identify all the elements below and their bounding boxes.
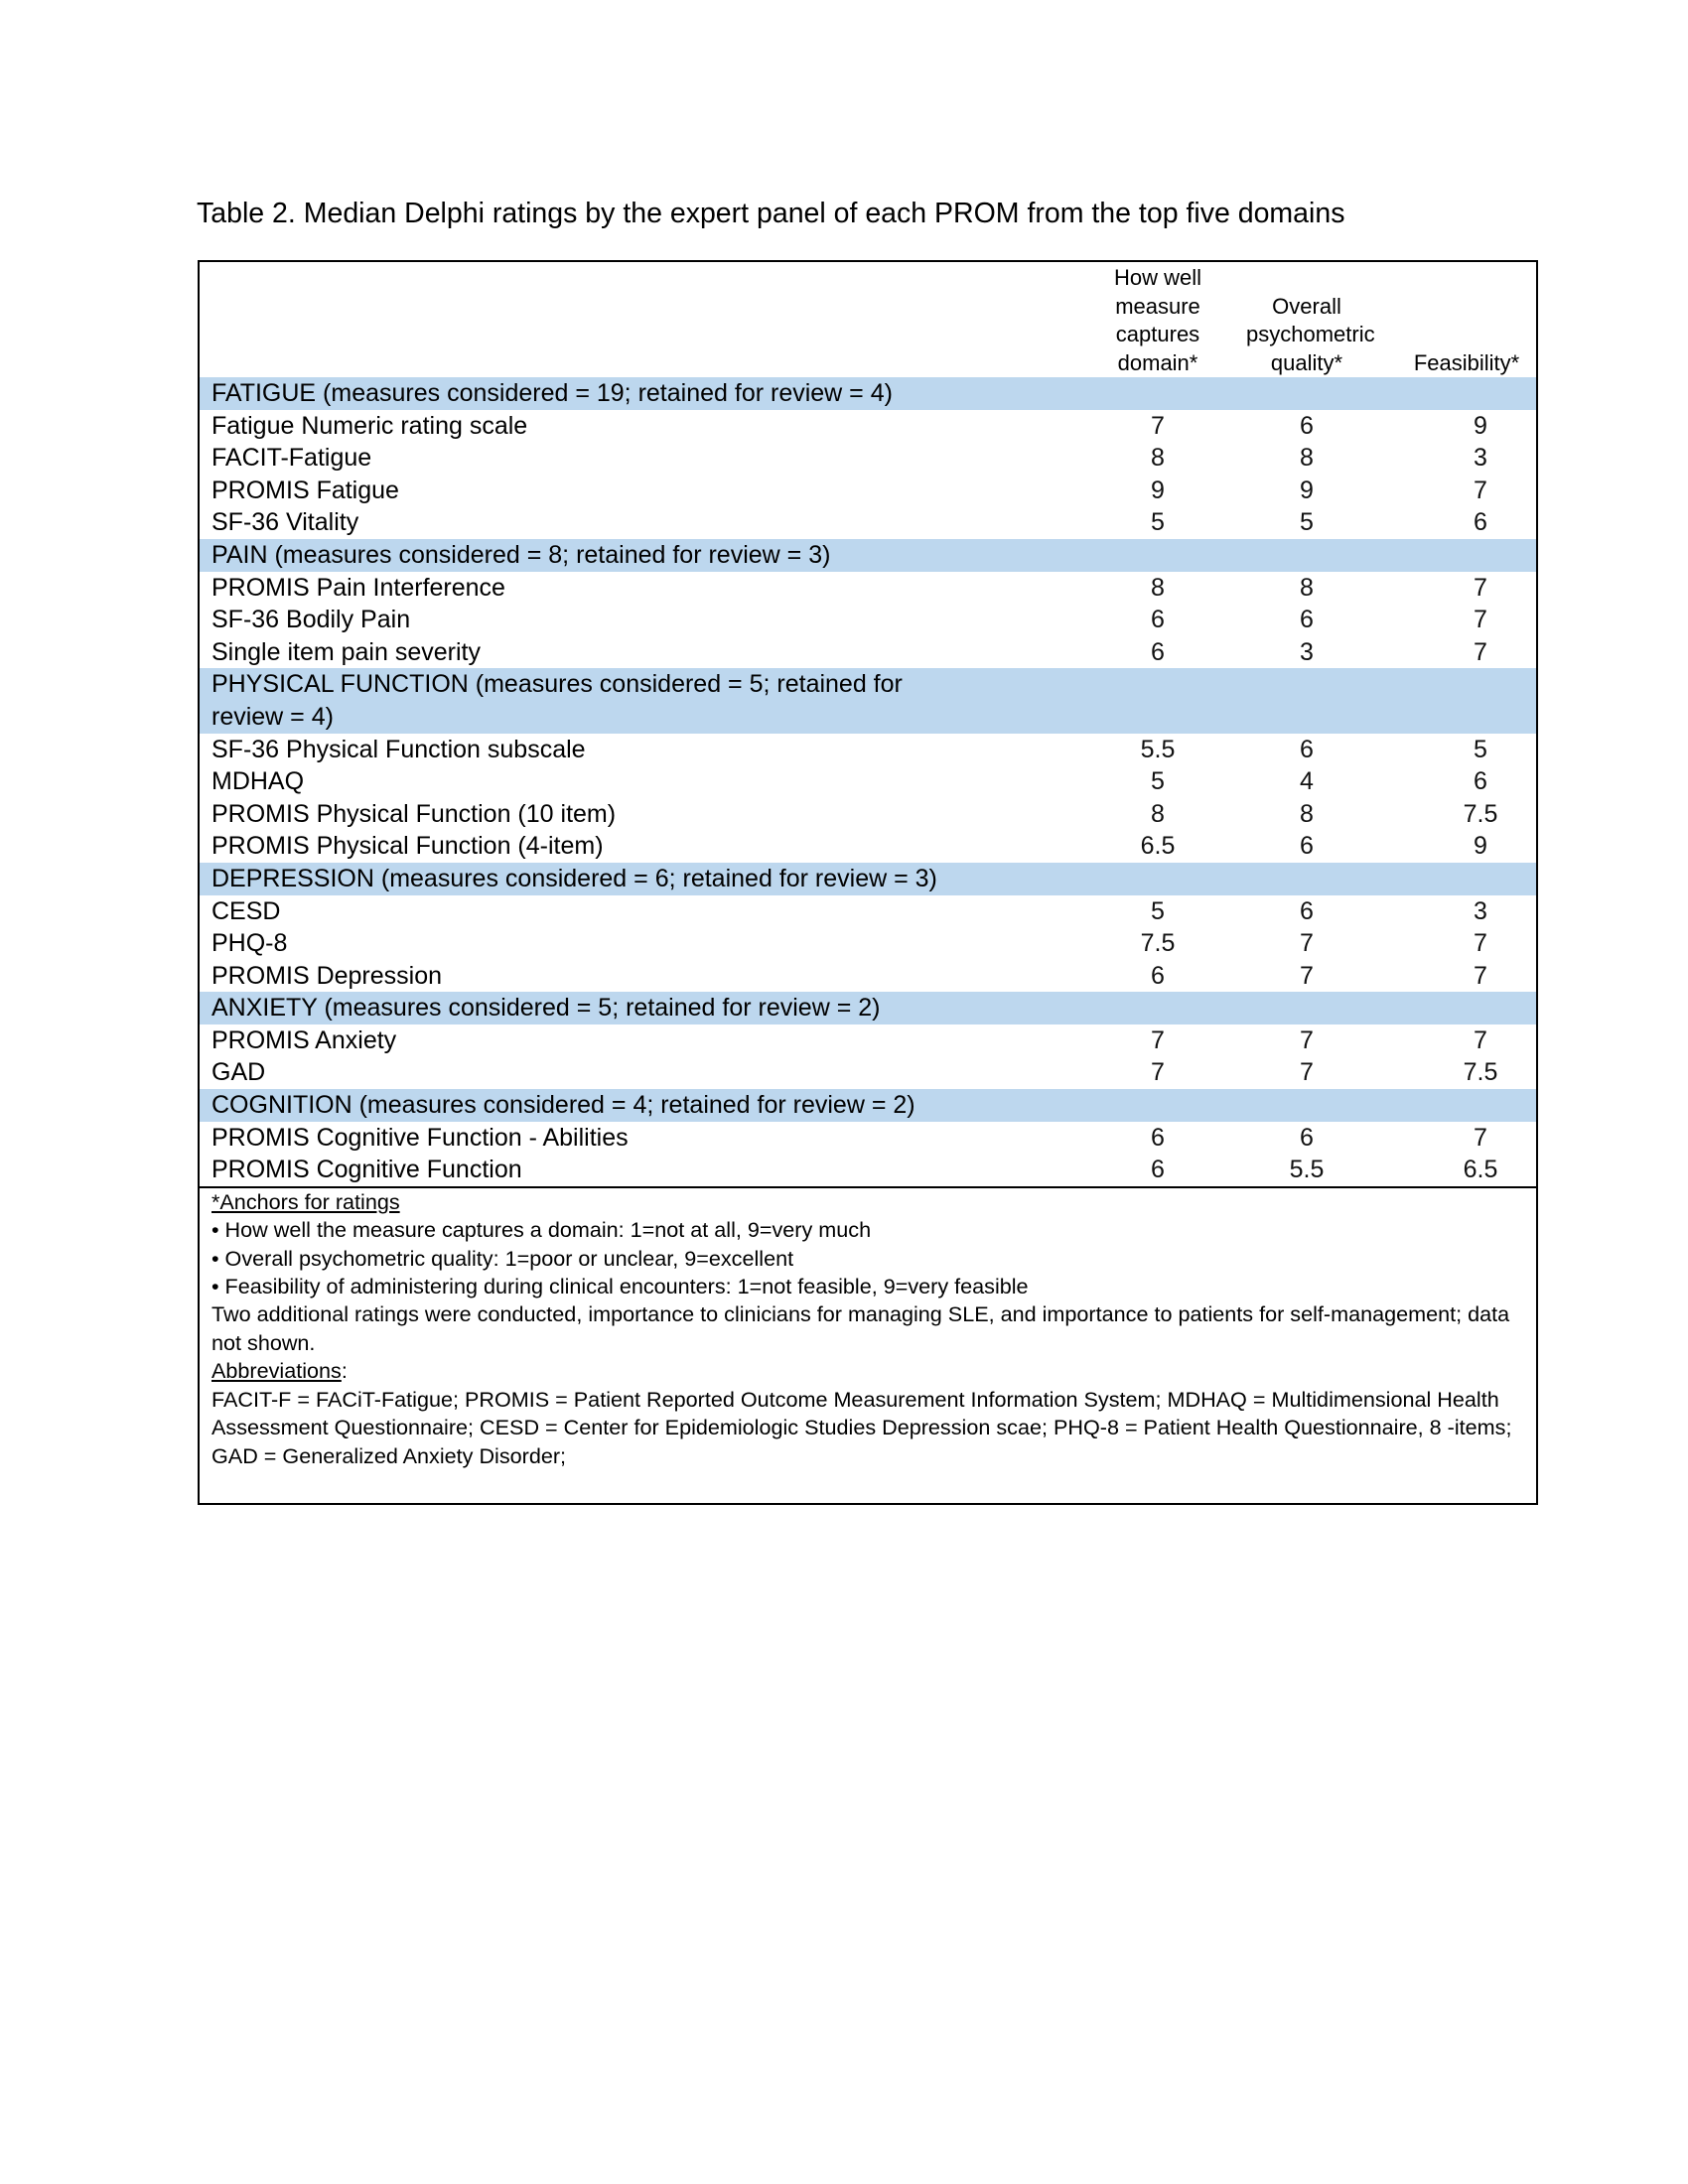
measure-name: PROMIS Fatigue — [211, 476, 399, 504]
section-label: DEPRESSION (measures considered = 6; retained for review = 3) — [211, 864, 937, 892]
captures-domain-rating: 8 — [1151, 444, 1165, 473]
psychometric-quality-rating: 8 — [1300, 799, 1314, 828]
feasibility-rating: 6.5 — [1463, 1156, 1498, 1184]
table-row — [200, 475, 1536, 507]
feasibility-rating: 7 — [1474, 476, 1487, 504]
psychometric-quality-rating: 6 — [1300, 411, 1314, 440]
section-label: PAIN (measures considered = 8; retained for review = 3) — [211, 540, 831, 569]
psychometric-quality-rating: 3 — [1300, 637, 1314, 666]
feasibility-rating: 7.5 — [1463, 799, 1498, 828]
table-header-row — [200, 262, 1536, 377]
feasibility-rating: 7 — [1474, 637, 1487, 666]
feasibility-rating: 6 — [1474, 767, 1487, 796]
captures-domain-rating: 6 — [1151, 1156, 1165, 1184]
table-row — [200, 604, 1536, 636]
captures-domain-rating: 5.5 — [1140, 735, 1176, 763]
measure-name: Fatigue Numeric rating scale — [211, 411, 528, 440]
measure-name: MDHAQ — [211, 767, 305, 796]
section-header — [200, 992, 1536, 1024]
captures-domain-rating: 5 — [1151, 767, 1165, 796]
psychometric-quality-rating: 8 — [1300, 444, 1314, 473]
captures-domain-rating: 6 — [1151, 1123, 1165, 1152]
captures-domain-rating: 9 — [1151, 476, 1165, 504]
feasibility-rating: 6 — [1474, 508, 1487, 537]
table-row — [200, 410, 1536, 443]
section-header — [200, 1089, 1536, 1122]
feasibility-rating: 7 — [1474, 929, 1487, 958]
psychometric-quality-rating: 9 — [1300, 476, 1314, 504]
captures-domain-rating: 6 — [1151, 961, 1165, 990]
psychometric-quality-rating: 4 — [1300, 767, 1314, 796]
table-body — [200, 377, 1536, 1186]
additional-ratings-note: Two additional ratings were conducted, importance to clinicians for managing SLE, and importance to patients for self-management; data not shown. — [211, 1301, 1510, 1355]
table-row — [200, 1056, 1536, 1089]
table-row — [200, 1122, 1536, 1155]
measure-name: SF-36 Bodily Pain — [211, 606, 411, 634]
table-row — [200, 1154, 1536, 1186]
header-captures-domain: How well measure captures domain* — [1113, 265, 1202, 375]
captures-domain-rating: 6 — [1151, 606, 1165, 634]
section-label: COGNITION (measures considered = 4; retained for review = 2) — [211, 1091, 915, 1120]
measure-name: CESD — [211, 896, 281, 925]
psychometric-quality-rating: 7 — [1300, 1025, 1314, 1054]
anchor-captures: • How well the measure captures a domain: 1=not at all, 9=very much — [211, 1217, 872, 1243]
section-header — [200, 863, 1536, 895]
measure-name: PROMIS Depression — [211, 961, 443, 990]
measure-name: SF-36 Physical Function subscale — [211, 735, 586, 763]
feasibility-rating: 7 — [1474, 1025, 1487, 1054]
captures-domain-rating: 7.5 — [1140, 929, 1176, 958]
measure-name: PROMIS Pain Interference — [211, 573, 505, 602]
psychometric-quality-rating: 7 — [1300, 929, 1314, 958]
psychometric-quality-rating: 6 — [1300, 1123, 1314, 1152]
table-row — [200, 960, 1536, 993]
measure-name: SF-36 Vitality — [211, 508, 359, 537]
anchor-feasibility: • Feasibility of administering during clinical encounters: 1=not feasible, 9=very feasible — [211, 1274, 1029, 1299]
section-header — [200, 668, 1536, 733]
table-row — [200, 895, 1536, 928]
feasibility-rating: 7 — [1474, 961, 1487, 990]
captures-domain-rating: 7 — [1151, 1025, 1165, 1054]
table-row — [200, 765, 1536, 798]
feasibility-rating: 9 — [1474, 411, 1487, 440]
psychometric-quality-rating: 6 — [1300, 896, 1314, 925]
captures-domain-rating: 6 — [1151, 637, 1165, 666]
captures-domain-rating: 5 — [1151, 896, 1165, 925]
captures-domain-rating: 8 — [1151, 799, 1165, 828]
table-row — [200, 927, 1536, 960]
measure-name: PHQ-8 — [211, 929, 288, 958]
feasibility-rating: 5 — [1474, 735, 1487, 763]
table-row — [200, 1024, 1536, 1057]
psychometric-quality-rating: 6 — [1300, 735, 1314, 763]
feasibility-rating: 7.5 — [1463, 1058, 1498, 1087]
section-header — [200, 539, 1536, 572]
measure-name: PROMIS Cognitive Function — [211, 1156, 522, 1184]
table-title: Table 2. Median Delphi ratings by the expert panel of each PROM from the top five domains — [197, 198, 1345, 229]
header-feasibility: Feasibility* — [1413, 349, 1520, 375]
measure-name: GAD — [211, 1058, 266, 1087]
captures-domain-rating: 7 — [1151, 1058, 1165, 1087]
table-row — [200, 636, 1536, 669]
measure-name: Single item pain severity — [211, 637, 481, 666]
table-row — [200, 506, 1536, 539]
psychometric-quality-rating: 6 — [1300, 606, 1314, 634]
psychometric-quality-rating: 6 — [1300, 832, 1314, 861]
abbreviations-text: FACIT-F = FACiT-Fatigue; PROMIS = Patient Reported Outcome Measurement Information System; MDHAQ = Multidimensional Health Assessment Questionnaire; CESD = Center for Epidemiologic Studies Depression scae; PHQ-8 = Patient Health Questionnaire, 8 -items; GAD = Generalized Anxiety Disorder; — [211, 1386, 1512, 1468]
feasibility-rating: 9 — [1474, 832, 1487, 861]
feasibility-rating: 3 — [1474, 444, 1487, 473]
measure-name: PROMIS Cognitive Function - Abilities — [211, 1123, 629, 1152]
table-row — [200, 442, 1536, 475]
header-psychometric-quality: Overall psychometric quality* — [1246, 293, 1375, 375]
section-label: ANXIETY (measures considered = 5; retained for review = 2) — [211, 994, 881, 1023]
psychometric-quality-rating: 5.5 — [1289, 1156, 1325, 1184]
ratings-table — [198, 260, 1538, 1505]
captures-domain-rating: 6.5 — [1140, 832, 1176, 861]
measure-name: PROMIS Physical Function (4-item) — [211, 832, 604, 861]
feasibility-rating: 3 — [1474, 896, 1487, 925]
table-row — [200, 572, 1536, 605]
abbreviations-heading: Abbreviations — [211, 1358, 342, 1384]
section-label: PHYSICAL FUNCTION (measures considered = 5; retained for review = 4) — [211, 670, 903, 731]
captures-domain-rating: 7 — [1151, 411, 1165, 440]
psychometric-quality-rating: 7 — [1300, 1058, 1314, 1087]
measure-name: FACIT-Fatigue — [211, 444, 372, 473]
measure-name: PROMIS Physical Function (10 item) — [211, 799, 617, 828]
table-row — [200, 830, 1536, 863]
table-footnotes: *Anchors for ratings • How well the measure captures a domain: 1=not at all, 9=very much • Overall psychometric quality: 1=poor or unclear, 9=excellent • Feasibility of administering during clinical encounters: 1=not feasible, 9=very feasible Two additional ratings were conducted, importance to clinicians for managing SLE, and importance to patients for self-management; data not shown. Abbreviations: FACIT-F = FACiT-Fatigue; PROMIS = Patient Reported Outcome Measurement Information System; MDHAQ = Multidimensional Health Assessment Questionnaire; CESD = Center for Epidemiologic Studies Depression scae; PHQ-8 = Patient Health Questionnaire, 8 -items; GAD = Generalized Anxiety Disorder; — [200, 1186, 1536, 1470]
feasibility-rating: 7 — [1474, 606, 1487, 634]
psychometric-quality-rating: 8 — [1300, 573, 1314, 602]
section-header — [200, 377, 1536, 410]
captures-domain-rating: 8 — [1151, 573, 1165, 602]
table-row — [200, 734, 1536, 766]
section-label: FATIGUE (measures considered = 19; retained for review = 4) — [211, 379, 893, 407]
feasibility-rating: 7 — [1474, 573, 1487, 602]
captures-domain-rating: 5 — [1151, 508, 1165, 537]
table-row — [200, 798, 1536, 831]
anchors-heading: *Anchors for ratings — [211, 1188, 400, 1214]
anchor-psychometric: • Overall psychometric quality: 1=poor or unclear, 9=excellent — [211, 1245, 794, 1271]
feasibility-rating: 7 — [1474, 1123, 1487, 1152]
psychometric-quality-rating: 7 — [1300, 961, 1314, 990]
psychometric-quality-rating: 5 — [1300, 508, 1314, 537]
measure-name: PROMIS Anxiety — [211, 1025, 397, 1054]
